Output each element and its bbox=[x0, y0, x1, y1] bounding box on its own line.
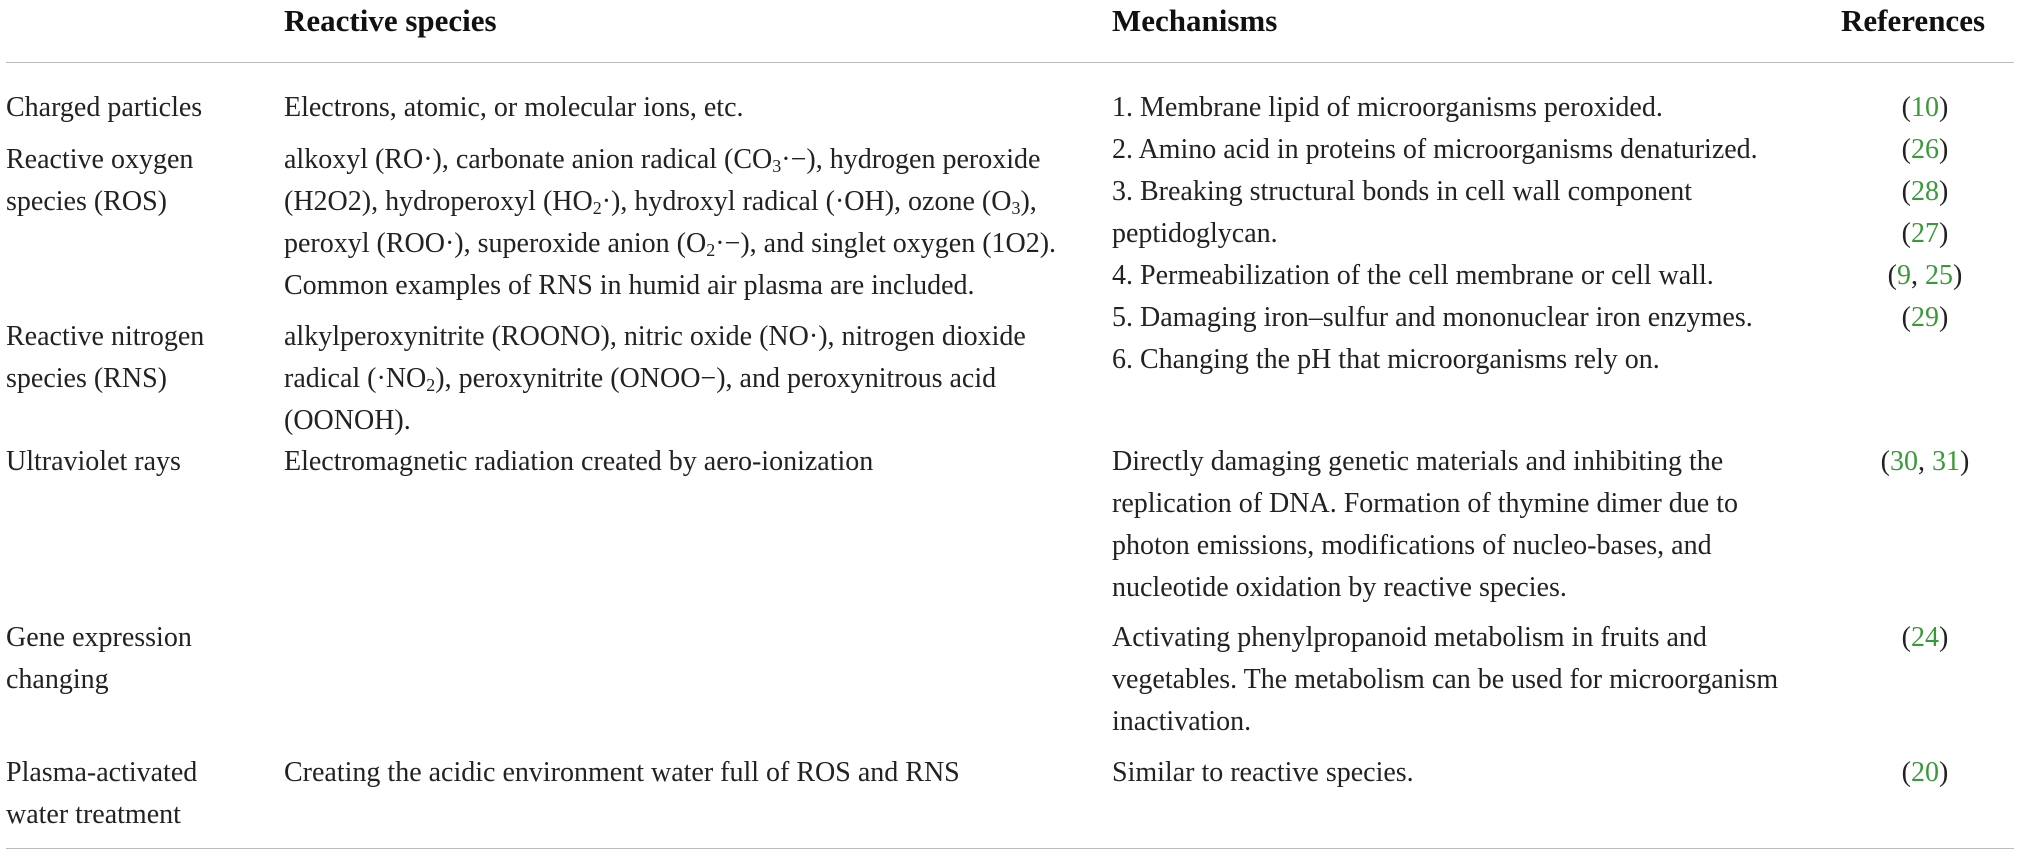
reference-cell: (20) bbox=[1901, 757, 1949, 788]
reference-link[interactable]: 26 bbox=[1911, 134, 1939, 165]
reference-link[interactable]: 20 bbox=[1911, 757, 1939, 788]
row-category: Ultraviolet rays bbox=[6, 446, 181, 477]
reference-link[interactable]: 28 bbox=[1911, 176, 1939, 207]
row-species: alkoxyl (RO·), carbonate anion radical $(CO_3\cdot-)$, hydrogen peroxide (H2O2), hydroperoxyl $(HO_2\cdot)$, hydroxyl radical (·OH), ozone $(O_3)$, peroxyl (ROO·), superoxide anion $(O_2\cdot-)$, and singlet oxygen (1O2). Common examples of RNS in humid air plasma are included. bbox=[284, 144, 1057, 301]
row-species: Creating the acidic environment water full of ROS and RNS bbox=[284, 757, 960, 788]
reference-link[interactable]: 30 bbox=[1890, 446, 1918, 477]
row-category: Reactive oxygen species (ROS) bbox=[6, 144, 194, 217]
header-references: References bbox=[1841, 3, 1986, 38]
reference-link[interactable]: 24 bbox=[1911, 622, 1939, 653]
reference-link[interactable]: 25 bbox=[1925, 260, 1953, 291]
reference-cell: (28) bbox=[1901, 176, 1949, 207]
row-category: Reactive nitrogen species (RNS) bbox=[6, 321, 205, 394]
footer-rule bbox=[6, 848, 2014, 849]
table-header bbox=[0, 0, 2019, 62]
shared-references-list bbox=[1870, 87, 1980, 339]
header-reactive-species: Reactive species bbox=[284, 3, 497, 38]
row-species: Electromagnetic radiation created by aero-ionization bbox=[284, 446, 874, 477]
mechanism-item: 1. Membrane lipid of microorganisms peroxided. bbox=[1112, 92, 1663, 123]
mechanism-item: 2. Amino acid in proteins of microorganisms denaturized. bbox=[1112, 134, 1758, 165]
reference-cell: (9, 25) bbox=[1887, 260, 1963, 291]
mechanism-item: peptidoglycan. bbox=[1112, 218, 1278, 249]
row-mechanism: Activating phenylpropanoid metabolism in fruits and vegetables. The metabolism can be used for microorganism inactivation. bbox=[1112, 622, 1779, 737]
row-mechanism: Directly damaging genetic materials and inhibiting the replication of DNA. Formation of thymine dimer due to photon emissions, modifications of nucleo-bases, and nucleotide oxidation by reactive species. bbox=[1112, 446, 1738, 603]
mechanism-item: 6. Changing the pH that microorganisms rely on. bbox=[1112, 344, 1660, 375]
header-rule bbox=[6, 62, 2014, 63]
reference-cell: (10) bbox=[1901, 92, 1949, 123]
reference-link[interactable]: 29 bbox=[1911, 302, 1939, 333]
header-mechanisms: Mechanisms bbox=[1112, 3, 1278, 38]
reference-link[interactable]: 31 bbox=[1932, 446, 1960, 477]
row-mechanism: Similar to reactive species. bbox=[1112, 757, 1414, 788]
reference-link[interactable]: 9 bbox=[1897, 260, 1911, 291]
reference-cell: (27) bbox=[1901, 218, 1949, 249]
row-category: Gene expression changing bbox=[6, 622, 192, 695]
reference-link[interactable]: 10 bbox=[1911, 92, 1939, 123]
reference-cell: (26) bbox=[1901, 134, 1949, 165]
reference-cell: (30, 31) bbox=[1880, 446, 1970, 477]
reference-link[interactable]: 27 bbox=[1911, 218, 1939, 249]
row-species: Electrons, atomic, or molecular ions, etc. bbox=[284, 92, 744, 123]
shared-mechanisms-list bbox=[1112, 87, 1758, 381]
mechanism-item: 5. Damaging iron–sulfur and mononuclear iron enzymes. bbox=[1112, 302, 1753, 333]
row-category: Charged particles bbox=[6, 92, 203, 123]
mechanism-item: 3. Breaking structural bonds in cell wall component bbox=[1112, 176, 1693, 207]
reference-cell: (24) bbox=[1901, 622, 1949, 653]
reference-cell: (29) bbox=[1901, 302, 1949, 333]
row-species: alkylperoxynitrite (ROONO), nitric oxide (NO·), nitrogen dioxide radical $(\cdot NO_2)$, peroxynitrite (ONOO−), and peroxynitrous acid (OONOH). bbox=[284, 321, 1026, 436]
row-category: Plasma-activated water treatment bbox=[6, 757, 198, 830]
mechanism-item: 4. Permeabilization of the cell membrane or cell wall. bbox=[1112, 260, 1714, 291]
